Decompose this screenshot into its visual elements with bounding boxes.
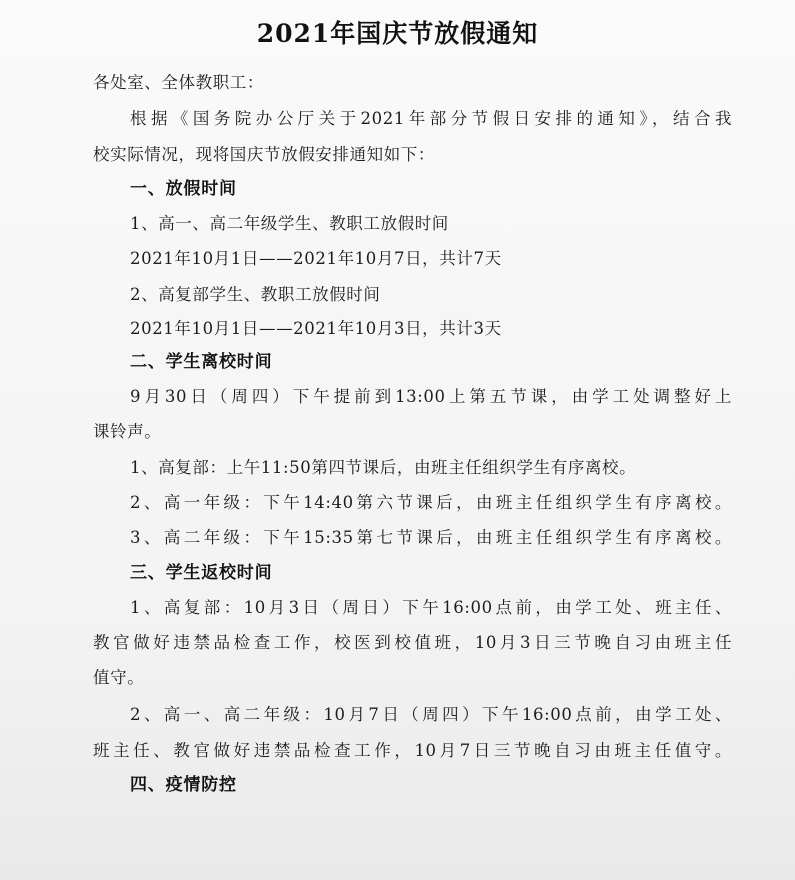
section-heading-leave-time: 二、学生离校时间: [130, 352, 273, 372]
section-heading-epidemic-control: 四、疫情防控: [130, 775, 237, 795]
section-heading-return-time: 三、学生返校时间: [130, 563, 273, 583]
intro-line-1: 根据《国务院办公厅关于2021年部分节假日安排的通知》，结合我: [130, 109, 732, 128]
section3-item2-line-2: 班主任、教官做好违禁品检查工作，10月7日三节晚自习由班主任值守。: [93, 741, 732, 760]
section2-para-line-2: 课铃声。: [93, 422, 162, 441]
section3-item1-line-2: 教官做好违禁品检查工作，校医到校值班，10月3日三节晚自习由班主任: [93, 633, 732, 652]
section1-item1-label: 1、高一、高二年级学生、教职工放假时间: [130, 214, 449, 233]
section2-para-line-1: 9月30日（周四）下午提前到13:00上第五节课，由学工处调整好上: [130, 387, 732, 406]
section2-item-3: 3、高二年级：下午15:35第七节课后，由班主任组织学生有序离校。: [130, 528, 732, 547]
section2-item-2: 2、高一年级：下午14:40第六节课后，由班主任组织学生有序离校。: [130, 493, 732, 512]
section3-item1-line-3: 值守。: [93, 668, 145, 687]
salutation: 各处室、全体教职工：: [93, 73, 264, 92]
section-heading-holiday-time: 一、放假时间: [130, 179, 237, 199]
document-title: 2021年国庆节放假通知: [256, 19, 539, 48]
section1-item2-label: 2、高复部学生、教职工放假时间: [130, 285, 381, 304]
section3-item2-line-1: 2、高一、高二年级：10月7日（周四）下午16:00点前，由学工处、: [130, 705, 732, 724]
section1-item1-dates: 2021年10月1日——2021年10月7日，共计7天: [130, 249, 502, 268]
section3-item1-line-1: 1、高复部：10月3日（周日）下午16:00点前，由学工处、班主任、: [130, 598, 732, 617]
intro-line-2: 校实际情况，现将国庆节放假安排通知如下：: [93, 145, 435, 164]
section1-item2-dates: 2021年10月1日——2021年10月3日，共计3天: [130, 319, 502, 338]
section2-item-1: 1、高复部：上午11:50第四节课后，由班主任组织学生有序离校。: [130, 458, 637, 477]
